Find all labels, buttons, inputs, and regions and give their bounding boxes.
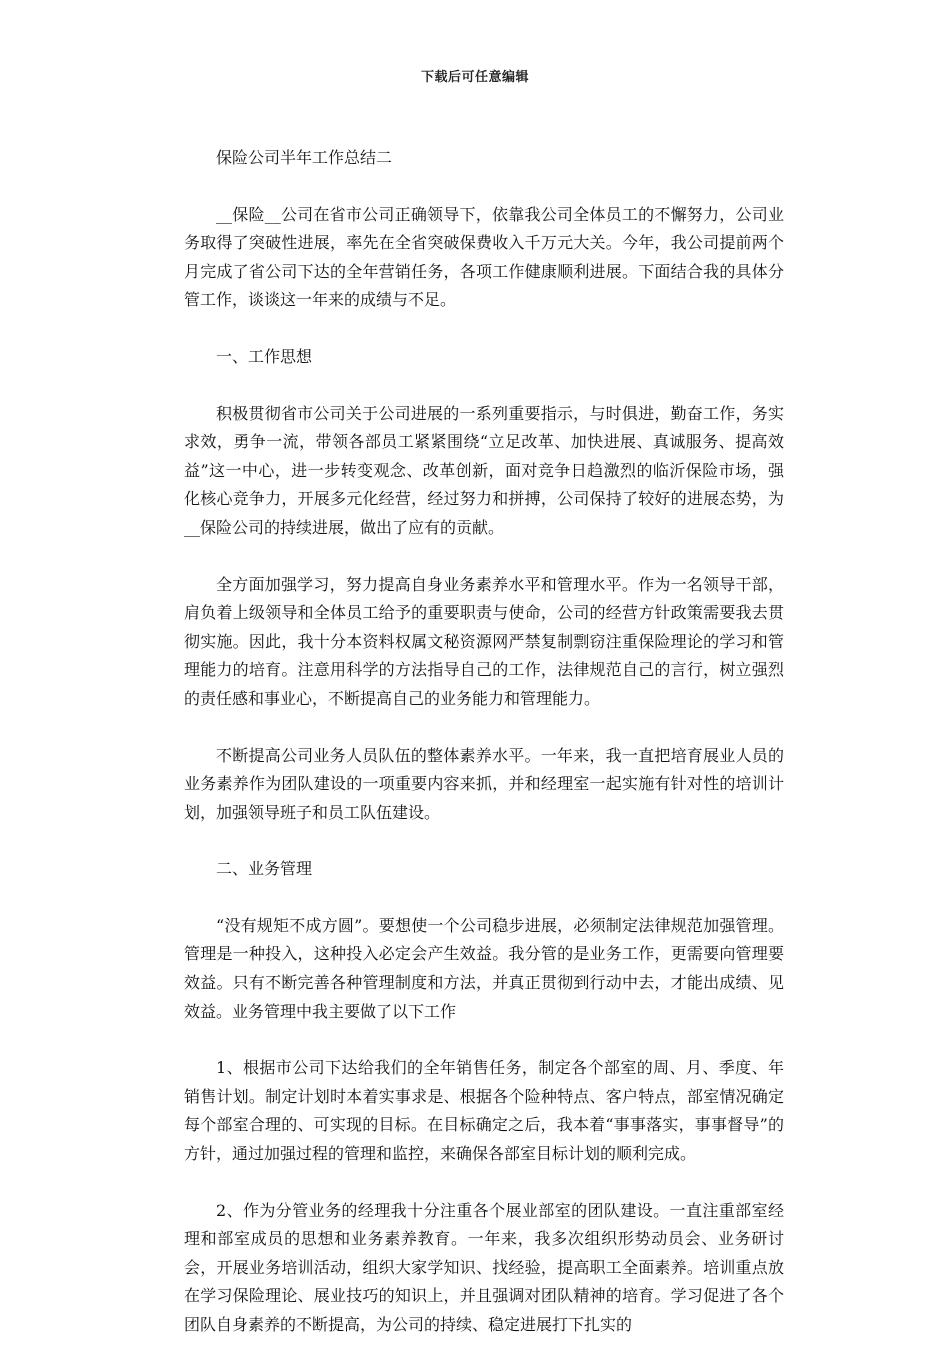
document-body [184,144,784,1368]
header-note: 下载后可任意编辑 [420,70,529,85]
document-title: 保险公司半年工作总结二 [216,148,393,167]
section1-paragraph-3: 不断提高公司业务人员队伍的整体素养水平。一年来，我一直把培育展业人员的业务素养作为团队建设的一项重要内容来抓，并和经理室一起实施有针对性的培训计划，加强领导班子和员工队伍建设。 [184,745,784,822]
intro-paragraph: __保险__公司在省市公司正确领导下，依靠我公司全体员工的不懈努力，公司业务取得了突破性进展，率先在全省突破保费收入千万元大关。今年，我公司提前两个月完成了省公司下达的全年营销任务，各项工作健康顺利进展。下面结合我的具体分管工作，谈谈这一年来的成绩与不足。 [184,204,784,310]
section2-list-item-1: 1、根据市公司下达给我们的全年销售任务，制定各个部室的周、月、季度、年销售计划。制定计划时本着实事求是、根据各个险种特点、客户特点，部室情况确定每个部室合理的、可实现的目标。在目标确定之后，我本着“事事落实，事事督导”的方针，通过加强过程的管理和监控，来确保各部室目标计划的顺利完成。 [184,1058,784,1164]
section2-list-item-2: 2、作为分管业务的经理我十分注重各个展业部室的团队建设。一直注重部室经理和部室成员的思想和业务素养教育。一年来，我多次组织形势动员会、业务研讨会，开展业务培训活动，组织大家学知识、找经验，提高职工全面素养。培训重点放在学习保险理论、展业技巧的知识上，并且强调对团队精神的培育。学习促进了各个团队自身素养的不断提高，为公司的持续、稳定进展打下扎实的 [184,1200,784,1334]
section-heading-work-thought: 一、工作思想 [216,346,313,366]
section1-paragraph-2: 全方面加强学习，努力提高自身业务素养水平和管理水平。作为一名领导干部，肩负着上级领导和全体员工给予的重要职责与使命，公司的经营方针政策需要我去贯彻实施。因此，我十分本资料权属文秘资源网严禁复制剽窃注重保险理论的学习和管理能力的培育。注意用科学的方法指导自己的工作，法律规范自己的言行，树立强烈的责任感和事业心，不断提高自己的业务能力和管理能力。 [184,574,784,708]
section-heading-business-management: 二、业务管理 [216,859,313,879]
section2-paragraph-1: “没有规矩不成方圆”。要想使一个公司稳步进展，必须制定法律规范加强管理。管理是一种投入，这种投入必定会产生效益。我分管的是业务工作，更需要向管理要效益。只有不断完善各种管理制度和方法，并真正贯彻到行动中去，才能出成绩、见效益。业务管理中我主要做了以下工作 [184,915,784,1021]
section1-paragraph-1: 积极贯彻省市公司关于公司进展的一系列重要指示，与时俱进，勤奋工作，务实求效，勇争一流，带领各部员工紧紧围绕“立足改革、加快进展、真诚服务、提高效益”这一中心，进一步转变观念、改革创新，面对竞争日趋激烈的临沂保险市场，强化核心竞争力，开展多元化经营，经过努力和拼搏，公司保持了较好的进展态势，为__保险公司的持续进展，做出了应有的贡献。 [184,403,784,537]
